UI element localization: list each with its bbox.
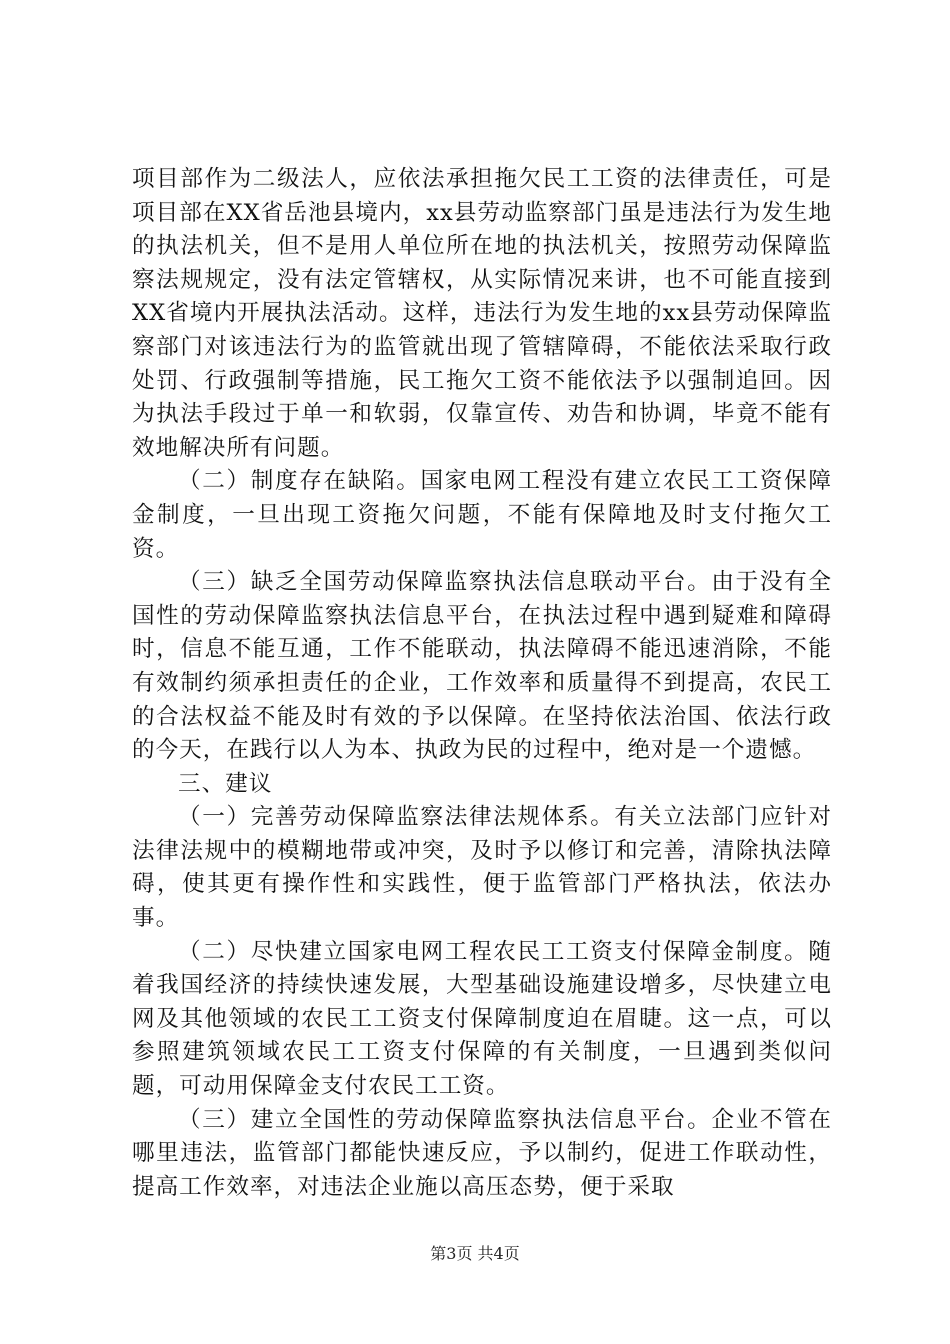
page-footer: 第3页 共4页 xyxy=(430,1244,520,1263)
paragraph-3: （三）缺乏全国劳动保障监察执法信息联动平台。由于没有全国性的劳动保障监察执法信息平台，在执法过程中遇到疑难和障碍时，信息不能互通，工作不能联动，执法障碍不能迅速消除，不能有效制约须承担责任的企业，工作效率和质量得不到提高，农民工的合法权益不能及时有效的予以保障。在坚持依法治国、依法行政的今天，在践行以人为本、执政为民的过程中，绝对是一个遗憾。 xyxy=(132,569,832,764)
paragraph-6: （二）尽快建立国家电网工程农民工工资支付保障金制度。随着我国经济的持续快速发展，大型基础设施建设增多，尽快建立电网及其他领域的农民工工资支付保障制度迫在眉睫。这一点，可以参照建筑领域农民工工资支付保障的有关制度，一旦遇到类似问题，可动用保障金支付农民工工资。 xyxy=(132,938,832,1100)
section-heading: 三、建议 xyxy=(178,770,273,797)
document-body xyxy=(132,163,832,1204)
paragraph-1: 项目部作为二级法人，应依法承担拖欠民工工资的法律责任，可是项目部在XX省岳池县境内，xx县劳动监察部门虽是违法行为发生地的执法机关，但不是用人单位所在地的执法机关，按照劳动保障监察法规规定，没有法定管辖权，从实际情况来讲，也不可能直接到XX省境内开展执法活动。这样，违法行为发生地的xx县劳动保障监察部门对该违法行为的监管就出现了管辖障碍，不能依法采取行政处罚、行政强制等措施，民工拖欠工资不能依法予以强制追回。因为执法手段过于单一和软弱，仅靠宣传、劝告和协调，毕竟不能有效地解决所有问题。 xyxy=(132,166,832,461)
paragraph-5: （一）完善劳动保障监察法律法规体系。有关立法部门应针对法律法规中的模糊地带或冲突，及时予以修订和完善，清除执法障碍，使其更有操作性和实践性，便于监管部门严格执法，依法办事。 xyxy=(132,804,832,932)
paragraph-2: （二）制度存在缺陷。国家电网工程没有建立农民工工资保障金制度，一旦出现工资拖欠问题，不能有保障地及时支付拖欠工资。 xyxy=(132,468,832,562)
paragraph-7: （三）建立全国性的劳动保障监察执法信息平台。企业不管在哪里违法，监管部门都能快速反应，予以制约，促进工作联动性，提高工作效率，对违法企业施以高压态势，便于采取 xyxy=(132,1106,832,1200)
